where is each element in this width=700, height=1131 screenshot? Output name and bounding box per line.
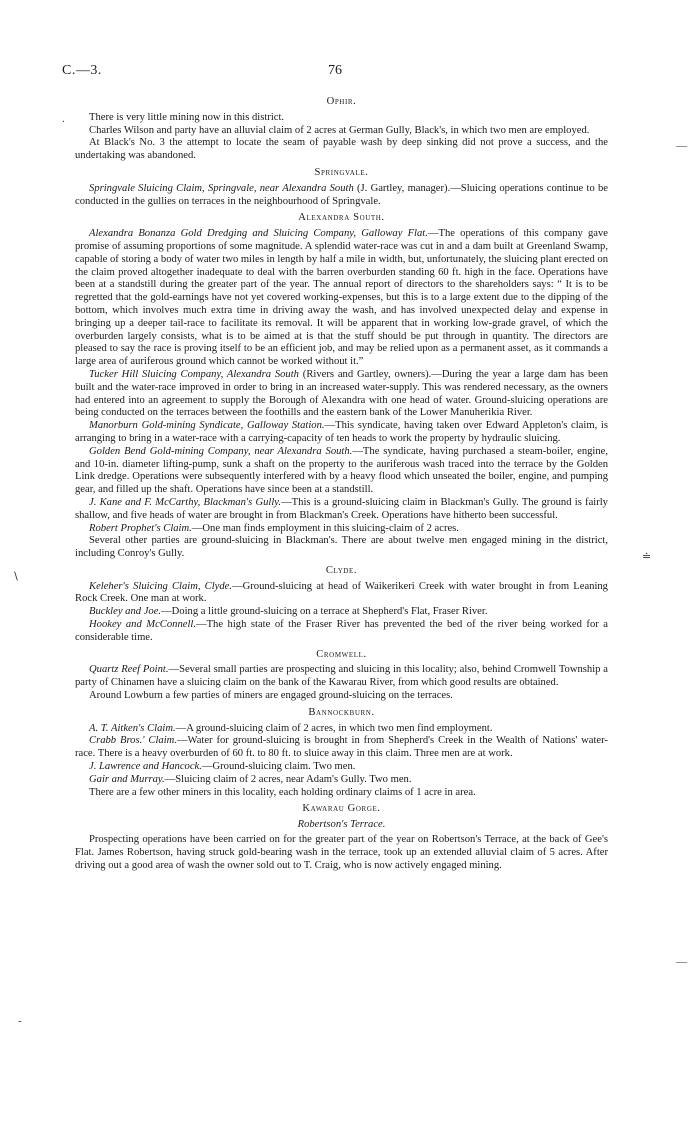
paragraph-lead: Gair and Murray. bbox=[89, 773, 165, 785]
paragraph-text: —Water for ground-sluicing is brought in from Shepherd's Creek in the Wealth of Nations' water-race. There is a heavy overburden of 60 ft. to 80 ft. to sluice away in this claim. Three men are at work. bbox=[75, 735, 608, 760]
margin-mark: ∖ bbox=[12, 571, 20, 583]
paragraph bbox=[75, 125, 608, 138]
paragraph-lead: Buckley and Joe. bbox=[89, 606, 162, 618]
margin-mark: — bbox=[676, 956, 687, 968]
paragraph bbox=[75, 183, 608, 209]
paragraph-text: At Black's No. 3 the attempt to locate the seam of payable wash by deep sinking did not prove a success, and the undertaking was abandoned. bbox=[75, 137, 608, 162]
paragraph bbox=[75, 369, 608, 420]
section-heading-springvale: Springvale. bbox=[314, 166, 369, 178]
paragraph bbox=[75, 664, 608, 690]
paragraph-lead: Quartz Reef Point. bbox=[89, 664, 169, 676]
paragraph-lead: Manorburn Gold-mining Syndicate, Galloway Station. bbox=[89, 420, 325, 432]
paragraph bbox=[75, 690, 608, 703]
paragraph-text: Charles Wilson and party have an alluvial claim of 2 acres at German Gully, Black's, in which two men are employed. bbox=[89, 124, 590, 136]
paragraph-lead: Alexandra Bonanza Gold Dredging and Sluicing Company, Galloway Flat. bbox=[89, 228, 428, 240]
paragraph-lead: A. T. Aitken's Claim. bbox=[89, 722, 176, 734]
series-code: C.—3. bbox=[62, 63, 102, 78]
paragraph bbox=[75, 619, 608, 645]
paragraph-text: —A ground-sluicing claim of 2 acres, in which two men find employment. bbox=[175, 722, 493, 734]
section-heading-ophir: Ophir. bbox=[326, 96, 357, 107]
margin-mark: . bbox=[62, 113, 65, 125]
paragraph bbox=[75, 535, 608, 561]
section-heading-cromwell: Cromwell. bbox=[316, 648, 367, 660]
paragraph-text: —The syndicate, having purchased a steam-boiler, engine, and 10-in. diameter lifting-pump, sunk a shaft on the property to the auriferous wash traced into the terrace by the Golden Link dredge. Operations were subsequently interfered with by a heavy flood which unseated the boiler, engine, and pumping gear, and filled up the shaft. Operations have since been at a standstill. bbox=[75, 445, 608, 496]
paragraph-text: Around Lowburn a few parties of miners are engaged ground-sluicing on the terraces. bbox=[89, 690, 453, 702]
paragraph-lead: Keleher's Sluicing Claim, Clyde. bbox=[89, 580, 233, 592]
paragraph bbox=[75, 735, 608, 761]
section-heading-clyde: Clyde. bbox=[325, 564, 358, 576]
paragraph bbox=[75, 497, 608, 523]
paragraph-lead: Springvale Sluicing Claim, Springvale, near Alexandra South bbox=[89, 182, 354, 194]
paragraph-text: Several other parties are ground-sluicing in Blackman's. There are about twelve men engaged mining in the district, including Conroy's Gully. bbox=[75, 535, 608, 560]
paragraph-lead: Hookey and McConnell. bbox=[89, 619, 196, 631]
paragraph-lead: Tucker Hill Sluicing Company, Alexandra South bbox=[89, 368, 299, 380]
paragraph-text: —Sluicing claim of 2 acres, near Adam's Gully. Two men. bbox=[164, 773, 412, 785]
paragraph bbox=[75, 774, 608, 787]
paragraph bbox=[75, 523, 608, 536]
paragraph bbox=[75, 723, 608, 736]
report-body bbox=[75, 92, 608, 872]
paragraph-lead: J. Kane and F. McCarthy, Blackman's Gully. bbox=[89, 496, 282, 508]
paragraph bbox=[75, 581, 608, 607]
paragraph-text: —Doing a little ground-sluicing on a terrace at Shepherd's Flat, Fraser River. bbox=[161, 606, 488, 618]
paragraph bbox=[75, 420, 608, 446]
paragraph-text: —This syndicate, having taken over Edward Appleton's claim, is arranging to bring in a water-race with a carrying-capacity of ten heads to work the property by hydraulic sluicing. bbox=[75, 420, 608, 444]
paragraph-text: —This is a ground-sluicing claim in Blackman's Gully. The ground is fairly shallow, and five heads of water are brought in from Blackman's Creek. Operations have hitherto been successful. bbox=[75, 496, 608, 521]
paragraph-text: There is very little mining now in this district. bbox=[89, 111, 285, 123]
section-heading-kawarau-gorge: Kawarau Gorge. bbox=[302, 803, 381, 815]
margin-mark: ≐ bbox=[642, 551, 652, 563]
paragraph bbox=[75, 446, 608, 497]
paragraph-lead: Crabb Bros.' Claim. bbox=[89, 735, 177, 747]
paragraph-lead: Robert Prophet's Claim. bbox=[89, 522, 192, 534]
paragraph-text: There are a few other miners in this locality, each holding ordinary claims of 1 acre in area. bbox=[89, 786, 476, 798]
margin-mark: — bbox=[676, 140, 687, 152]
paragraph bbox=[75, 787, 608, 800]
subsection-heading-robertsons-terrace: Robertson's Terrace. bbox=[297, 819, 386, 831]
page-number: 76 bbox=[328, 63, 342, 78]
paragraph-text: —One man finds employment in this sluicing-claim of 2 acres. bbox=[191, 522, 459, 534]
paragraph-text: —The high state of the Fraser River has prevented the bed of the river being worked for a considerable time. bbox=[75, 619, 608, 643]
paragraph bbox=[75, 834, 608, 872]
paragraph-text: (Rivers and Gartley, owners).—During the year a large dam has been built and the water-race improved in order to bring in an increased water-supply. This was rendered necessary, as the owners had entered into an agreement to supply the Borough of Alexandra with one head of water. Ground-sluicing operations are being conducted on the terraces between the foothills and the eastern bank of the Lower Manuherikia River. bbox=[75, 368, 608, 419]
paragraph-text: —The operations of this company gave promise of assuming proportions of some magnitude. A splendid water-race was cut in and a dam built at Greenland Swamp, capable of storing a body of water two miles in length by half a mile in width, but, unfortunately, the sluicing plant erected on the claim proved altogether inadequate to deal with the barren overburden standing 60 ft. high in the face. Operations have been at a standstill during the greater part of the year. The annual report of directors to the shareholders says: “ It is to be regretted that the gold-earnings have not yet covered working-expenses, but this is to a large extent due to the dipping of the bottom, which involves much extra time in driving away the wash, and has involved unexpected delay and expense in bringing up a deeper tail-race to facilitate its removal. It will be apparent that in working low-grade gravel, of which the overburden largely consists, what is to be aimed at is that the stuff should be put through in quantity. The directors are pleased to say the race is proving itself to be an efficient job, and may be relied upon as a permanent asset, as it commands a large area of auriferous ground which cannot be worked without it.” bbox=[75, 228, 608, 368]
paragraph-text: —Several small parties are prospecting and sluicing in this locality; also, behind Cromwell Township a party of Chinamen have a sluicing claim on the bank of the Kawarau River, from which good results are obtained. bbox=[75, 664, 608, 689]
paragraph bbox=[75, 137, 608, 163]
paragraph-lead: J. Lawrence and Hancock. bbox=[89, 761, 202, 773]
paragraph-lead: Golden Bend Gold-mining Company, near Alexandra South. bbox=[89, 445, 353, 457]
paragraph-text: —Ground-sluicing claim. Two men. bbox=[201, 761, 356, 773]
paragraph-text: —Ground-sluicing at head of Waikerikeri Creek with water brought in from Leaning Rock Creek. One man at work. bbox=[75, 580, 608, 605]
paragraph bbox=[75, 112, 608, 125]
section-heading-alexandra-south: Alexandra South. bbox=[298, 212, 385, 224]
paragraph bbox=[75, 606, 608, 619]
paragraph-text: Prospecting operations have been carried on for the greater part of the year on Robertson's Terrace, at the back of Gee's Flat. James Robertson, having struck gold-bearing wash in the terrace, took up an extended alluvial claim of 5 acres. After driving out a good area of wash the owner sold out to T. Craig, who is now actively engaged mining. bbox=[75, 834, 608, 871]
paragraph bbox=[75, 761, 608, 774]
paragraph-text: (J. Gartley, manager).—Sluicing operations continue to be conducted in the gullies on terraces in the neighbourhood of Springvale. bbox=[75, 182, 609, 207]
paragraph bbox=[75, 228, 608, 369]
margin-mark: - bbox=[18, 1015, 22, 1027]
section-heading-bannockburn: Bannockburn. bbox=[308, 706, 375, 718]
